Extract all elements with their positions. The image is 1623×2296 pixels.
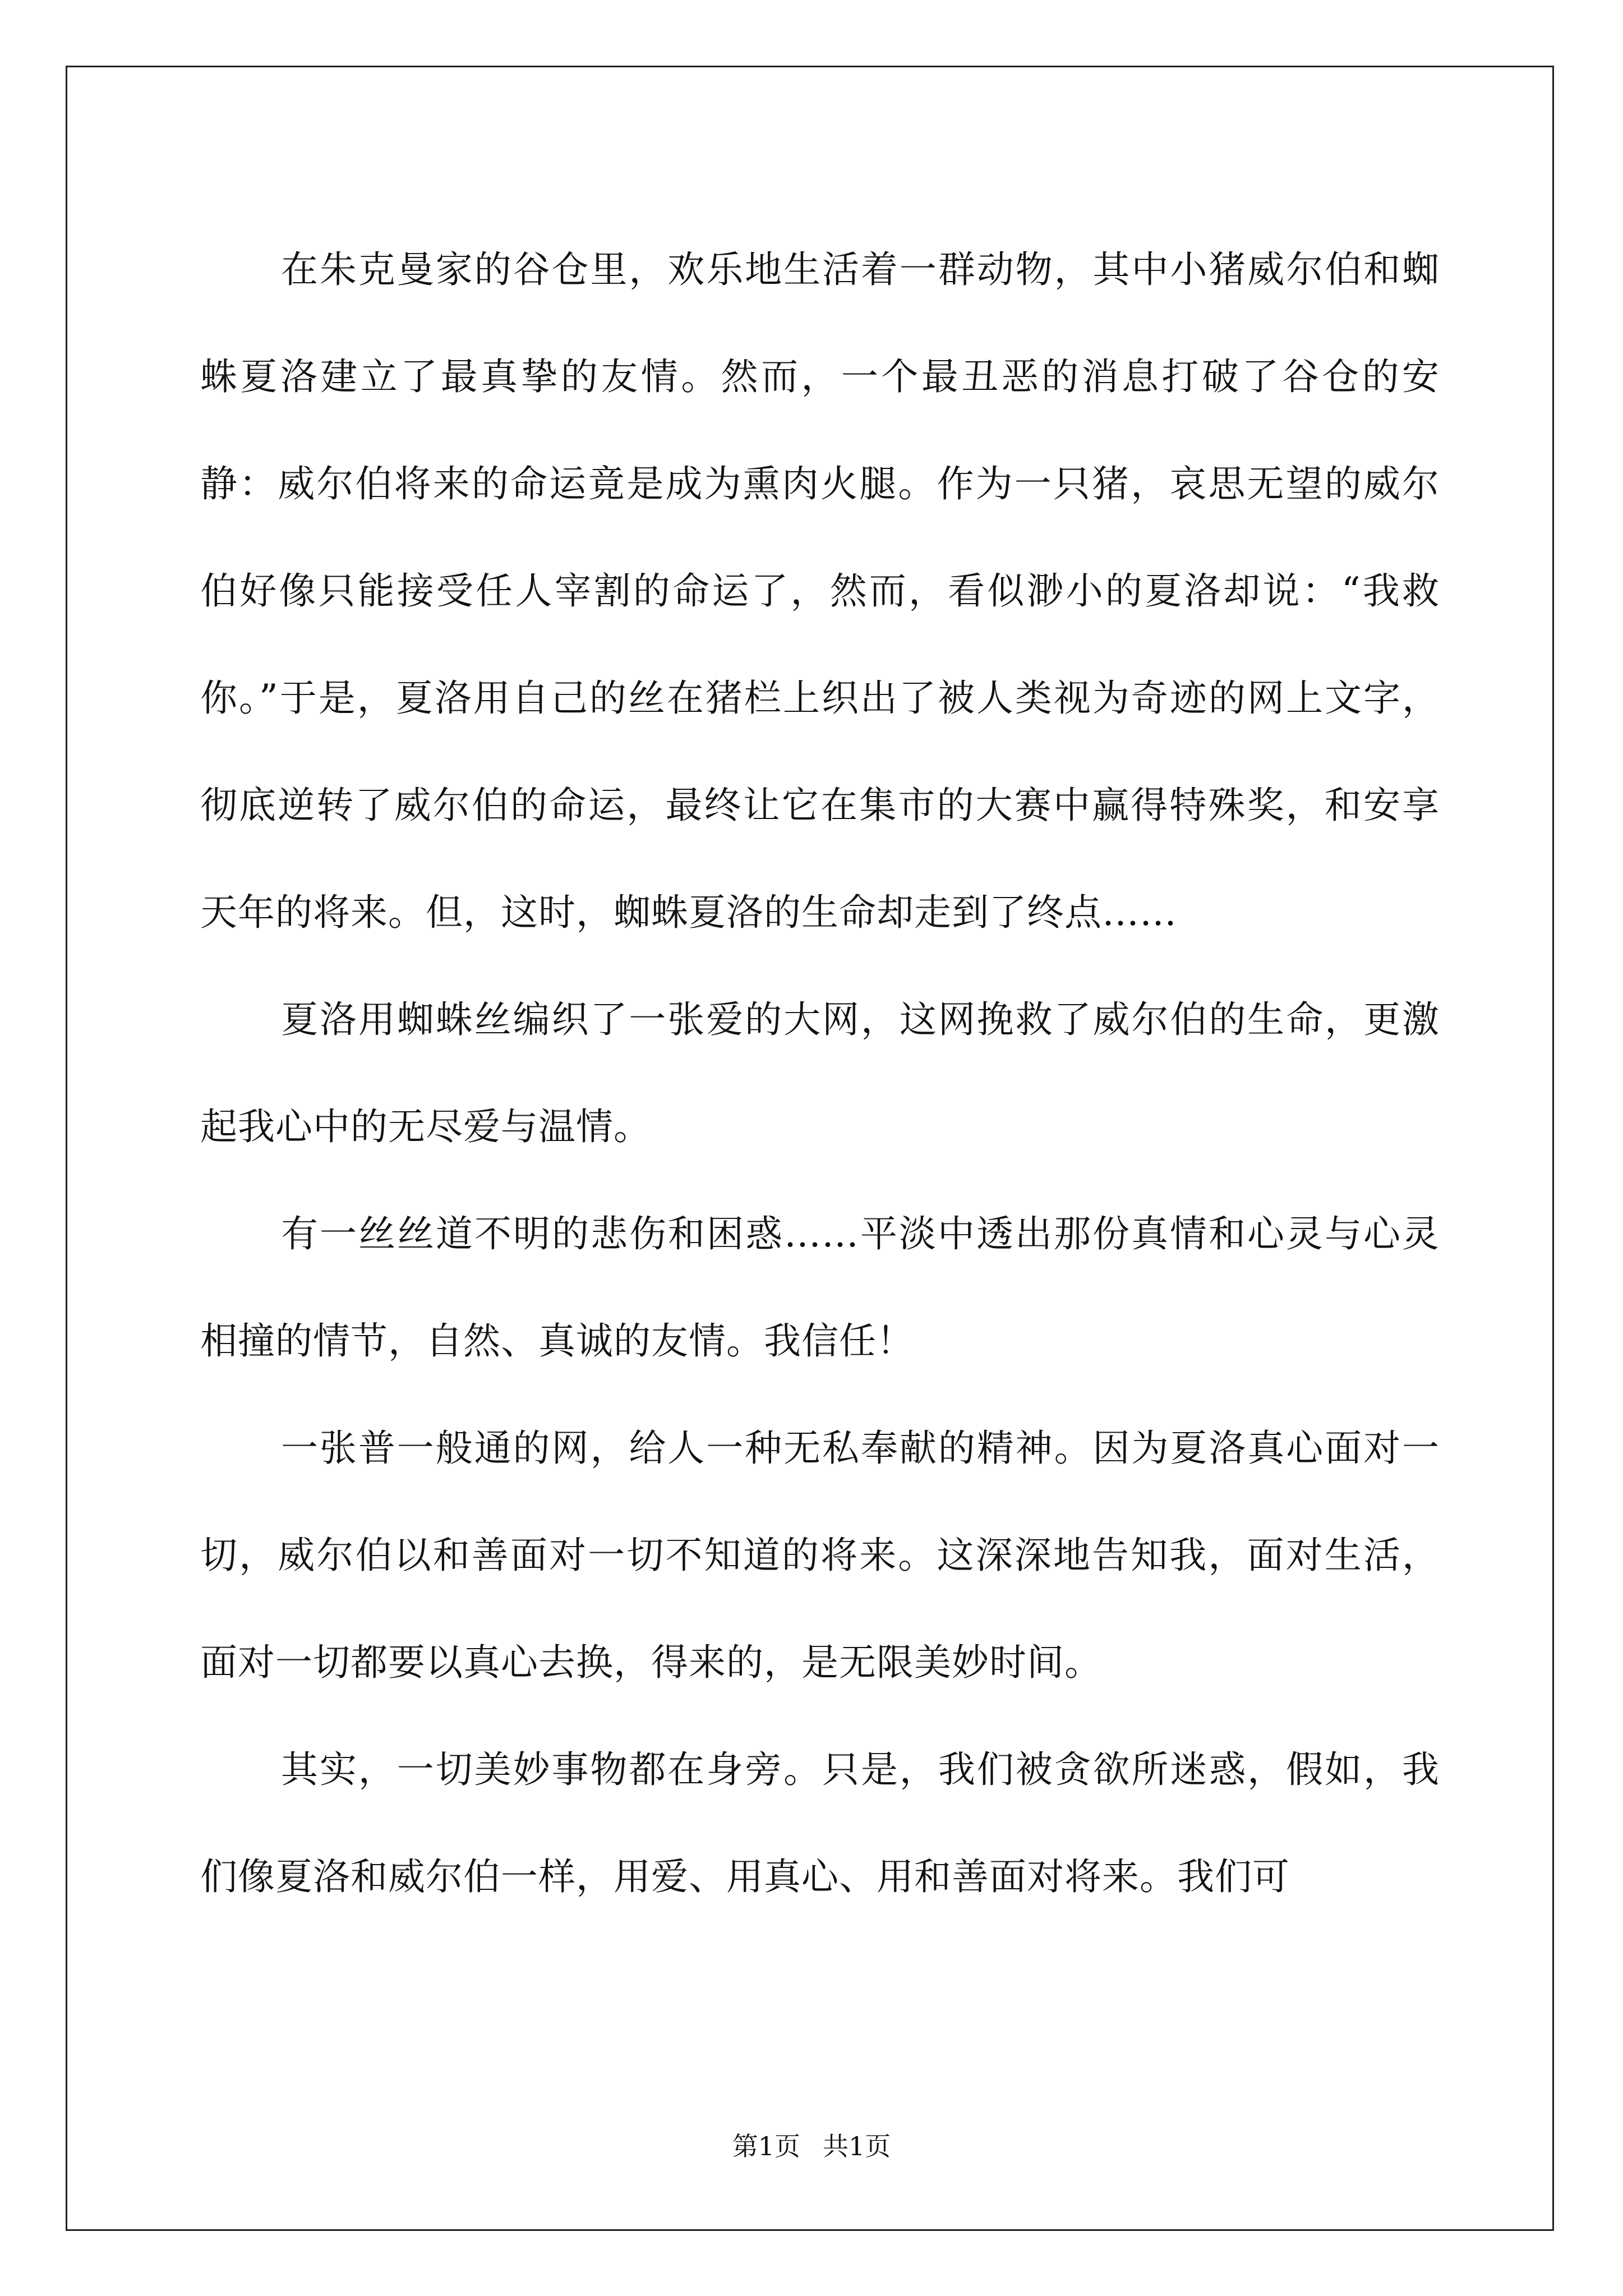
paragraph-4: 一张普一般通的网，给人一种无私奉献的精神。因为夏洛真心面对一切，威尔伯以和善面对一切不知道的将来。这深深地告知我，面对生活，面对一切都要以真心去换，得来的，是无限美妙时间。 [200, 1427, 1440, 1684]
page-total: 共1页 [823, 2131, 891, 2161]
paragraph-3: 有一丝丝道不明的悲伤和困惑……平淡中透出那份真情和心灵与心灵相撞的情节，自然、真诚的友情。我信任！ [200, 1212, 1440, 1363]
paragraph-5: 其实，一切美妙事物都在身旁。只是，我们被贪欲所迷惑，假如，我们像夏洛和威尔伯一样，用爱、用真心、用和善面对将来。我们可 [200, 1748, 1440, 1898]
document-body [200, 216, 1440, 1930]
page-number: 第1页 [732, 2131, 800, 2161]
paragraph-1: 在朱克曼家的谷仓里，欢乐地生活着一群动物，其中小猪威尔伯和蜘蛛夏洛建立了最真挚的友情。然而，一个最丑恶的消息打破了谷仓的安静：威尔伯将来的命运竟是成为熏肉火腿。作为一只猪，哀思无望的威尔伯好像只能接受任人宰割的命运了，然而，看似渺小的夏洛却说：“我救你。”于是，夏洛用自己的丝在猪栏上织出了被人类视为奇迹的网上文字，彻底逆转了威尔伯的命运，最终让它在集市的大赛中赢得特殊奖，和安享天年的将来。但，这时，蜘蛛夏洛的生命却走到了终点…… [200, 248, 1440, 934]
paragraph-2: 夏洛用蜘蛛丝编织了一张爱的大网，这网挽救了威尔伯的生命，更激起我心中的无尽爱与温情。 [200, 998, 1440, 1148]
page-footer [0, 2126, 1623, 2163]
